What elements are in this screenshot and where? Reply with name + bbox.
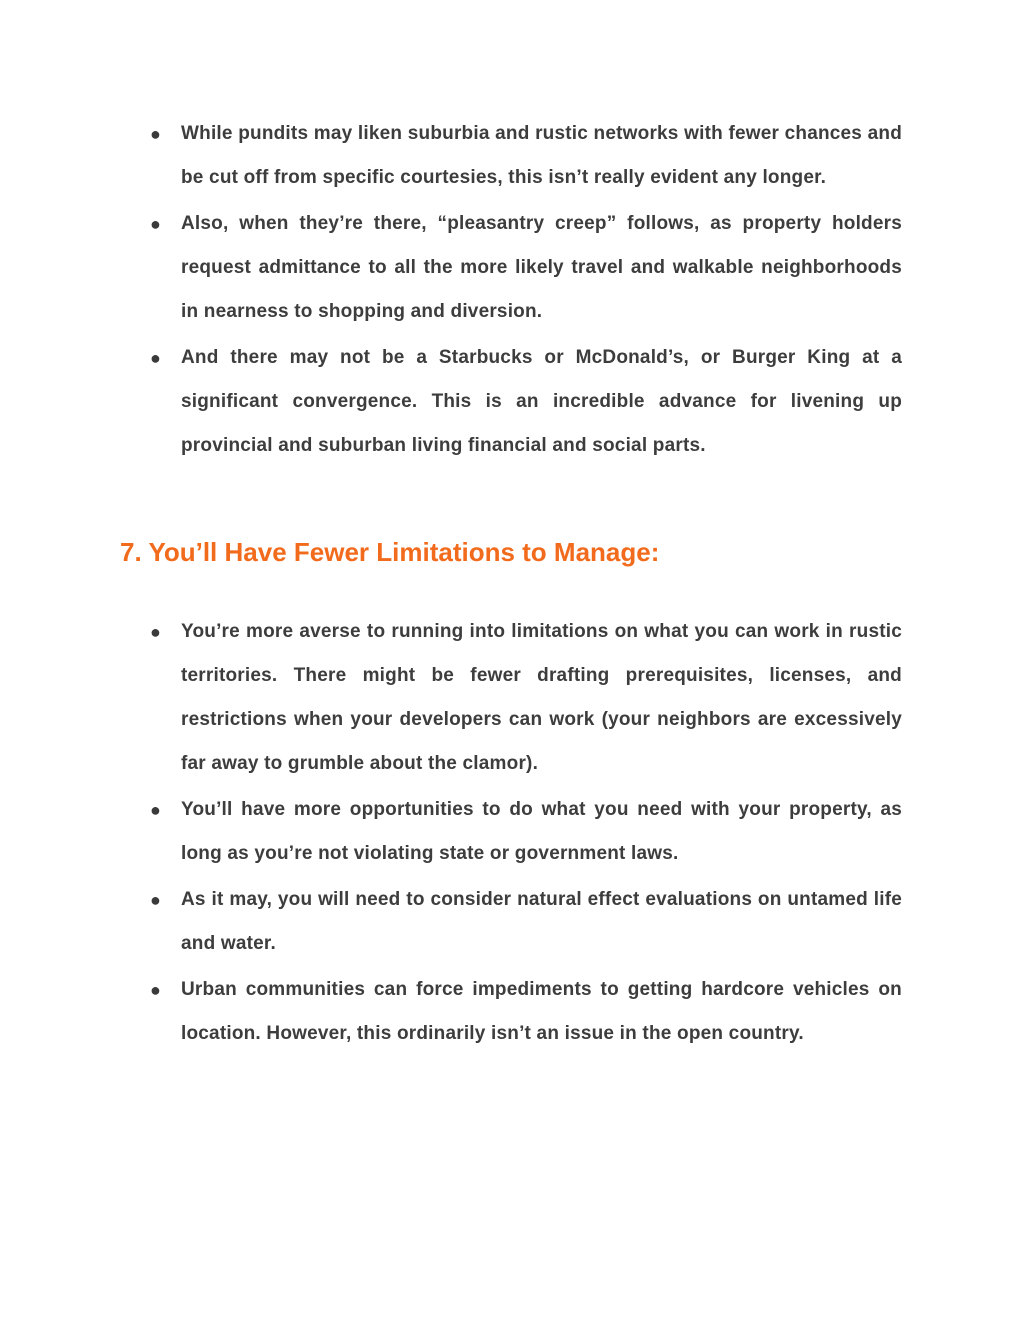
bullet-icon: ● (150, 980, 161, 1000)
bullet-icon: ● (150, 124, 161, 144)
list-item-text: As it may, you will need to consider natural effect evaluations on untamed life and water. (181, 889, 902, 954)
bullet-icon: ● (150, 622, 161, 642)
section-heading: 7. You’ll Have Fewer Limitations to Manage: (120, 537, 660, 567)
list-item (150, 788, 902, 876)
bullet-icon: ● (150, 348, 161, 368)
list-item-text: Urban communities can force impediments to getting hardcore vehicles on location. However, this ordinarily isn’t an issue in the open country. (181, 979, 902, 1044)
list-item (150, 336, 902, 468)
list-item-text: Also, when they’re there, “pleasantry creep” follows, as property holders request admittance to all the more likely travel and walkable neighborhoods in nearness to shopping and diversion. (181, 213, 902, 322)
bullet-icon: ● (150, 800, 161, 820)
list-item-text: And there may not be a Starbucks or McDonald’s, or Burger King at a significant convergence. This is an incredible advance for livening up provincial and suburban living financial and social parts. (181, 347, 902, 456)
list-item-text: You’ll have more opportunities to do what you need with your property, as long as you’re not violating state or government laws. (181, 799, 902, 864)
list-item (150, 878, 902, 966)
list-item-text: You’re more averse to running into limitations on what you can work in rustic territories. There might be fewer drafting prerequisites, licenses, and restrictions when your developers can work (your neighbors are excessively far away to grumble about the clamor). (181, 621, 902, 774)
list-item-text: While pundits may liken suburbia and rustic networks with fewer chances and be cut off from specific courtesies, this isn’t really evident any longer. (181, 123, 902, 188)
bullet-icon: ● (150, 890, 161, 910)
bullet-list-top (150, 112, 902, 470)
bullet-icon: ● (150, 214, 161, 234)
list-item (150, 610, 902, 786)
list-item (150, 968, 902, 1056)
list-item (150, 202, 902, 334)
bullet-list-bottom (150, 610, 902, 1058)
list-item (150, 112, 902, 200)
